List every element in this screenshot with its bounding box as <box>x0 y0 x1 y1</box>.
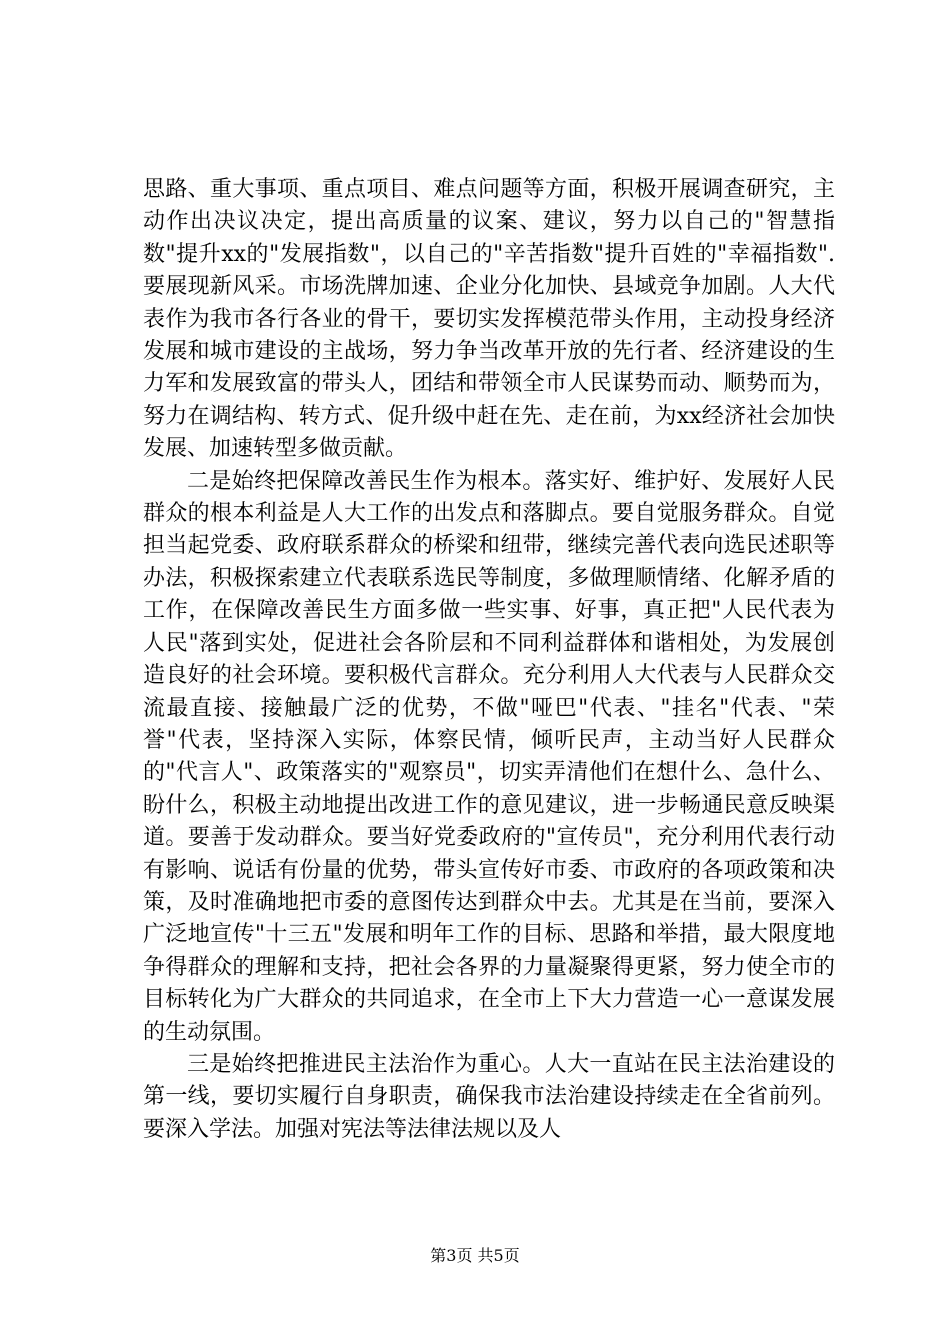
page-footer <box>0 1246 950 1266</box>
paragraph-2: 二是始终把保障改善民生作为根本。落实好、维护好、发展好人民群众的根本利益是人大工作的出发点和落脚点。要自觉服务群众。自觉担当起党委、政府联系群众的桥梁和纽带，继续完善代表向选民述职等办法，积极探索建立代表联系选民等制度，多做理顺情绪、化解矛盾的工作，在保障改善民生方面多做一些实事、好事，真正把"人民代表为人民"落到实处，促进社会各阶层和不同利益群体和谐相处，为发展创造良好的社会环境。要积极代言群众。充分利用人大代表与人民群众交流最直接、接触最广泛的优势，不做"哑巴"代表、"挂名"代表、"荣誉"代表，坚持深入实际，体察民情，倾听民声，主动当好人民群众的"代言人"、政策落实的"观察员"，切实弄清他们在想什么、急什么、盼什么，积极主动地提出改进工作的意见建议，进一步畅通民意反映渠道。要善于发动群众。要当好党委政府的"宣传员"，充分利用代表行动有影响、说话有份量的优势，带头宣传好市委、市政府的各项政策和决策，及时准确地把市委的意图传达到群众中去。尤其是在当前，要深入广泛地宣传"十三五"发展和明年工作的目标、思路和举措，最大限度地争得群众的理解和支持，把社会各界的力量凝聚得更紧，努力使全市的目标转化为广大群众的共同追求，在全市上下大力营造一心一意谋发展的生动氛围。 <box>143 468 835 1045</box>
page-number-label: 第3页 共5页 <box>430 1246 520 1265</box>
document-body <box>143 174 835 1146</box>
paragraph-1: 思路、重大事项、重点项目、难点问题等方面，积极开展调查研究，主动作出决议决定，提出高质量的议案、建议，努力以自己的"智慧指数"提升xx的"发展指数"，以自己的"辛苦指数"提升百姓的"幸福指数".要展现新风采。市场洗牌加速、企业分化加快、县域竞争加剧。人大代表作为我市各行各业的骨干，要切实发挥模范带头作用，主动投身经济发展和城市建设的主战场，努力争当改革开放的先行者、经济建设的生力军和发展致富的带头人，团结和带领全市人民谋势而动、顺势而为，努力在调结构、转方式、促升级中赶在先、走在前，为xx经济社会加快发展、加速转型多做贡献。 <box>143 177 835 462</box>
paragraph-3: 三是始终把推进民主法治作为重心。人大一直站在民主法治建设的第一线，要切实履行自身职责，确保我市法治建设持续走在全省前列。要深入学法。加强对宪法等法律法规以及人 <box>143 1051 835 1142</box>
